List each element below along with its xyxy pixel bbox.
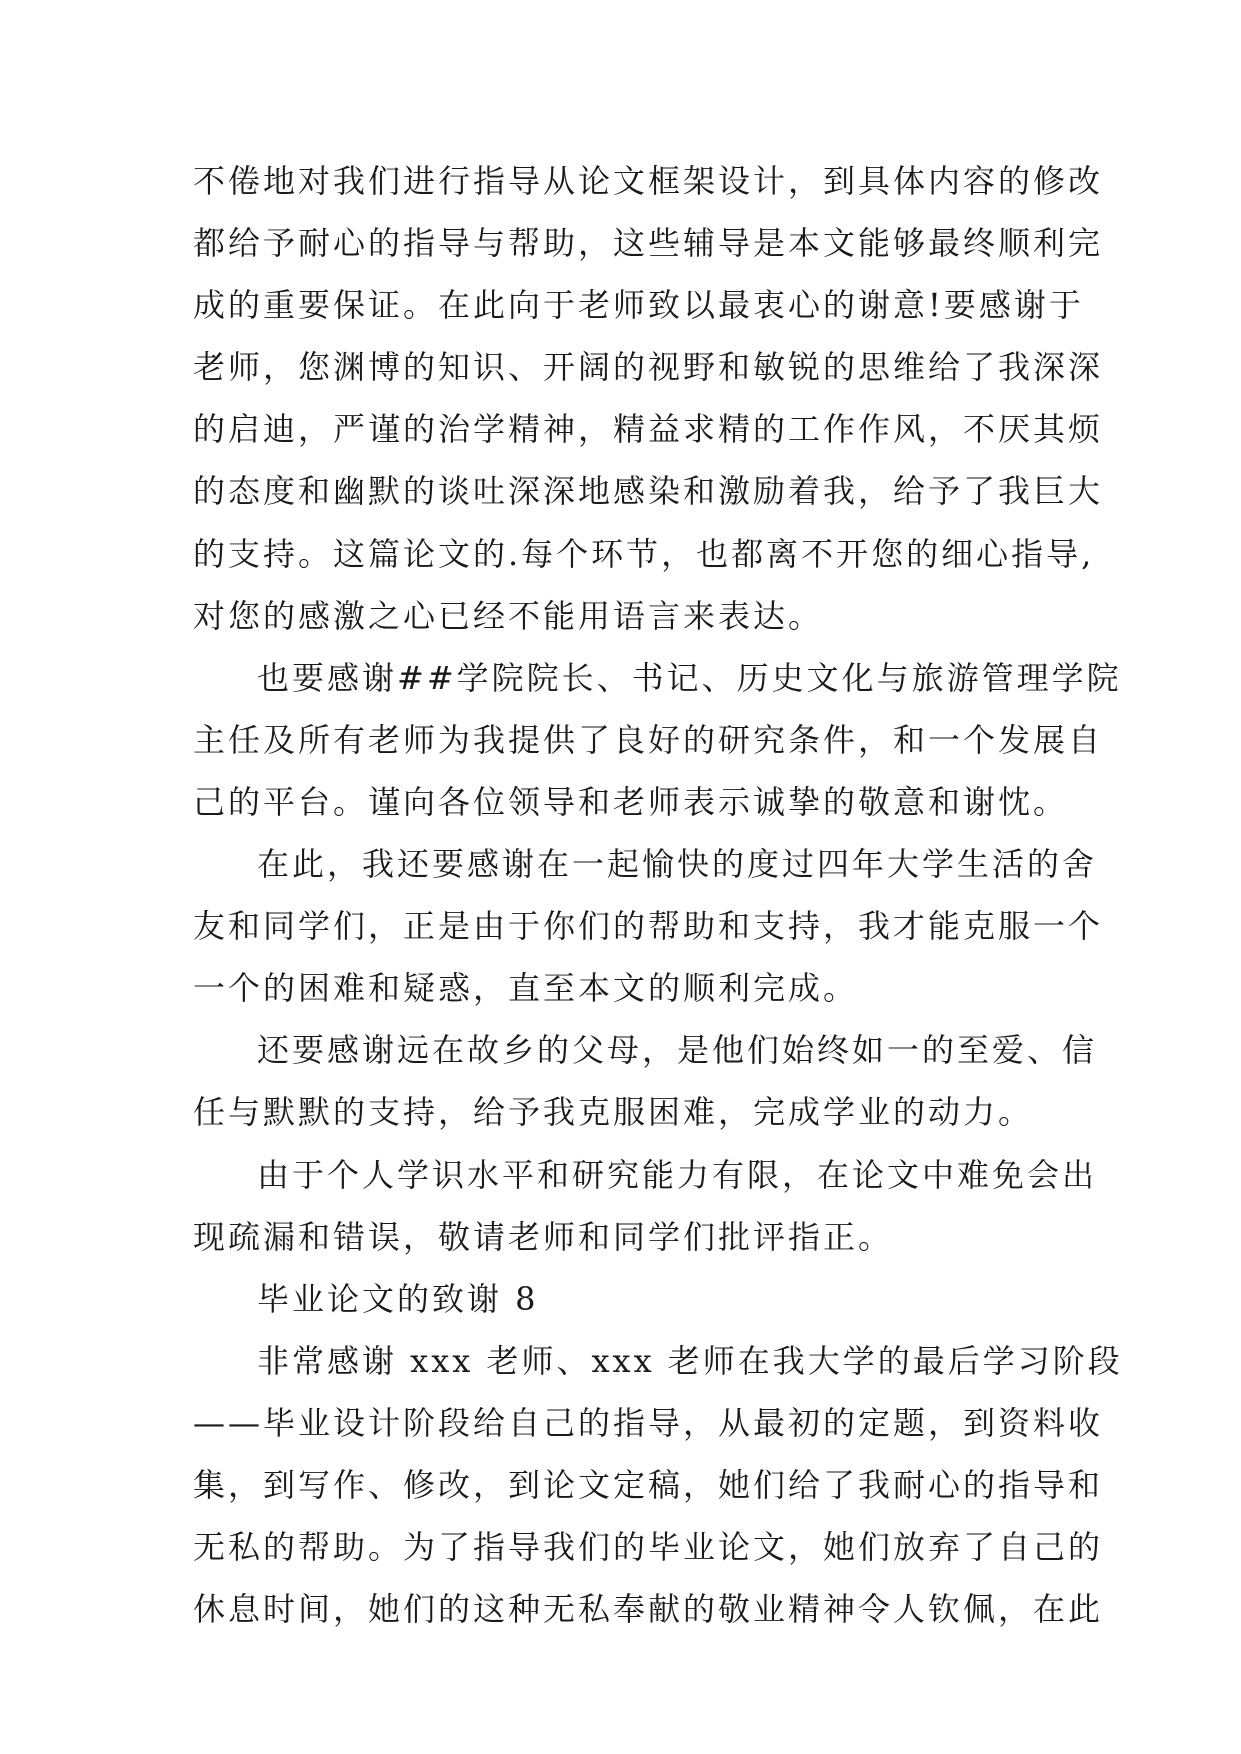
text-line: 友和同学们，正是由于你们的帮助和支持，我才能克服一个 bbox=[193, 907, 1104, 946]
text-line: 任与默默的支持，给予我克服困难，完成学业的动力。 bbox=[193, 1093, 1034, 1132]
text-line: 现疏漏和错误，敬请老师和同学们批评指正。 bbox=[193, 1217, 894, 1256]
paragraph-start-line: 非常感谢 xxx 老师、xxx 老师在我大学的最后学习阶段 bbox=[257, 1341, 1123, 1380]
text-line: 主任及所有老师为我提供了良好的研究条件，和一个发展自 bbox=[193, 720, 1104, 759]
text-line: 对您的感激之心已经不能用语言来表达。 bbox=[193, 596, 824, 635]
text-line: 成的重要保证。在此向于老师致以最衷心的谢意!要感谢于 bbox=[193, 286, 1084, 325]
paragraph-start-line: 还要感谢远在故乡的父母，是他们始终如一的至爱、信 bbox=[257, 1031, 1098, 1070]
text-line: 己的平台。谨向各位领导和老师表示诚挚的敬意和谢忱。 bbox=[193, 782, 1069, 821]
text-line: ——毕业设计阶段给自己的指导，从最初的定题，到资料收 bbox=[193, 1403, 1104, 1442]
text-line: 无私的帮助。为了指导我们的毕业论文，她们放弃了自己的 bbox=[193, 1528, 1104, 1567]
text-line: 集，到写作、修改，到论文定稿，她们给了我耐心的指导和 bbox=[193, 1465, 1104, 1504]
body-text bbox=[193, 150, 1123, 1640]
text-line: 休息时间，她们的这种无私奉献的敬业精神令人钦佩，在此 bbox=[193, 1590, 1104, 1629]
text-line: 的态度和幽默的谈吐深深地感染和激励着我，给予了我巨大 bbox=[193, 472, 1104, 511]
text-line: 的启迪，严谨的治学精神，精益求精的工作作风，不厌其烦 bbox=[193, 410, 1104, 449]
text-line: 不倦地对我们进行指导从论文框架设计，到具体内容的修改 bbox=[193, 162, 1104, 200]
text-line: 老师，您渊博的知识、开阔的视野和敏锐的思维给了我深深 bbox=[193, 348, 1104, 387]
paragraph-start-line: 在此，我还要感谢在一起愉快的度过四年大学生活的舍 bbox=[257, 845, 1098, 884]
paragraph-start-line: 由于个人学识水平和研究能力有限，在论文中难免会出 bbox=[257, 1155, 1098, 1194]
paragraph-start-line: 也要感谢##学院院长、书记、历史文化与旅游管理学院 bbox=[257, 658, 1122, 697]
text-line: 都给予耐心的指导与帮助，这些辅导是本文能够最终顺利完 bbox=[193, 224, 1104, 263]
text-line: 的支持。这篇论文的.每个环节，也都离不开您的细心指导, bbox=[193, 534, 1095, 573]
section-heading: 毕业论文的致谢 8 bbox=[257, 1279, 539, 1318]
text-line: 一个的困难和疑惑，直至本文的顺利完成。 bbox=[193, 969, 859, 1008]
